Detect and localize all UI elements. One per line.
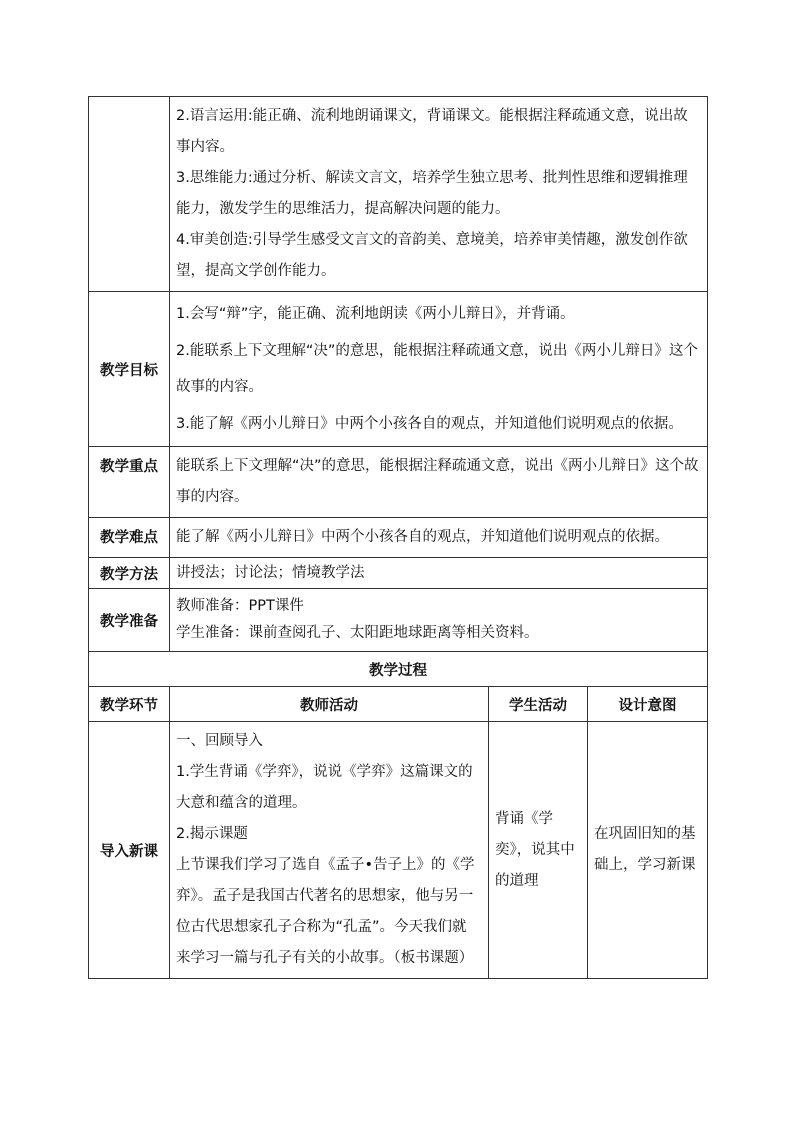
goal-item: 2.能联系上下文理解“决”的意思，能根据注释疏通文意，说出《两小儿辩日》这个故事的内容。 — [176, 342, 698, 395]
difficulties-label: 教学难点 — [89, 518, 170, 558]
difficulties-cell — [170, 518, 708, 558]
process-header-row — [89, 687, 708, 722]
preparation-label: 教学准备 — [89, 589, 170, 652]
student-activity-cell — [489, 722, 588, 979]
preparation-cell — [170, 589, 708, 652]
design-intent-cell — [588, 722, 708, 979]
teaching-goals-label: 教学目标 — [89, 292, 170, 447]
objectives-continued-row — [89, 97, 708, 292]
difficulties-row — [89, 518, 708, 558]
difficulties-text: 能了解《两小儿辩日》中两个小孩各自的观点，并知道他们说明观点的依据。 — [176, 529, 669, 545]
process-title: 教学过程 — [89, 652, 708, 687]
methods-label: 教学方法 — [89, 558, 170, 589]
goal-item: 1.会写“辩”字，能正确、流利地朗读《两小儿辩日》，并背诵。 — [176, 306, 575, 322]
objectives-continued-cell — [170, 97, 708, 292]
objective-language: 2.语言运用:能正确、流利地朗诵课文，背诵课文。能根据注释疏通文意，说出故事内容。 — [176, 108, 688, 155]
teacher-activity-cell — [170, 722, 489, 979]
key-points-row — [89, 447, 708, 518]
objective-aesthetic: 4.审美创造:引导学生感受文言文的音韵美、意境美，培养审美情趣，激发创作欲望，提高文学创作能力。 — [176, 232, 688, 279]
teacher-activity-line: 一、回顾导入 — [176, 733, 263, 749]
student-activity-text: 背诵《学奕》，说其中的道理 — [495, 810, 575, 889]
process-title-row — [89, 652, 708, 687]
key-points-text: 能联系上下文理解“决”的意思，能根据注释疏通文意，说出《两小儿辩日》这个故事的内容。 — [176, 458, 699, 505]
methods-text: 讲授法；讨论法；情境教学法 — [176, 565, 365, 581]
teacher-activity-line: 上节课我们学习了选自《孟子•告子上》的《学弈》。孟子是我国古代著名的思想家，他与另一位古代思想家孔子合称为“孔孟”。今天我们就来学习一篇与孔子有关的小故事。（板书课题） — [176, 857, 475, 966]
header-design-intent: 设计意图 — [588, 687, 708, 722]
teacher-preparation: 教师准备：PPT课件 — [176, 598, 304, 614]
objectives-continued-label — [89, 97, 170, 292]
preparation-row — [89, 589, 708, 652]
student-preparation: 学生准备：课前查阅孔子、太阳距地球距离等相关资料。 — [176, 625, 539, 641]
teaching-goals-row — [89, 292, 708, 447]
key-points-cell — [170, 447, 708, 518]
header-teacher-activity: 教师活动 — [170, 687, 489, 722]
key-points-label: 教学重点 — [89, 447, 170, 518]
lesson-plan-table — [88, 96, 708, 979]
stage-row — [89, 722, 708, 979]
header-stage: 教学环节 — [89, 687, 170, 722]
teacher-activity-line: 1.学生背诵《学弈》，说说《学弈》这篇课文的大意和蕴含的道理。 — [176, 764, 473, 811]
teacher-activity-line: 2.揭示课题 — [176, 826, 248, 842]
teaching-goals-cell — [170, 292, 708, 447]
header-student-activity: 学生活动 — [489, 687, 588, 722]
stage-label: 导入新课 — [89, 722, 170, 979]
goal-item: 3.能了解《两小儿辩日》中两个小孩各自的观点，并知道他们说明观点的依据。 — [176, 415, 683, 432]
objective-thinking: 3.思维能力:通过分析、解读文言文，培养学生独立思考、批判性思维和逻辑推理能力，激发学生的思维活力，提高解决问题的能力。 — [176, 170, 688, 217]
design-intent-text: 在巩固旧知的基础上，学习新课 — [594, 826, 696, 873]
methods-row — [89, 558, 708, 589]
methods-cell — [170, 558, 708, 589]
